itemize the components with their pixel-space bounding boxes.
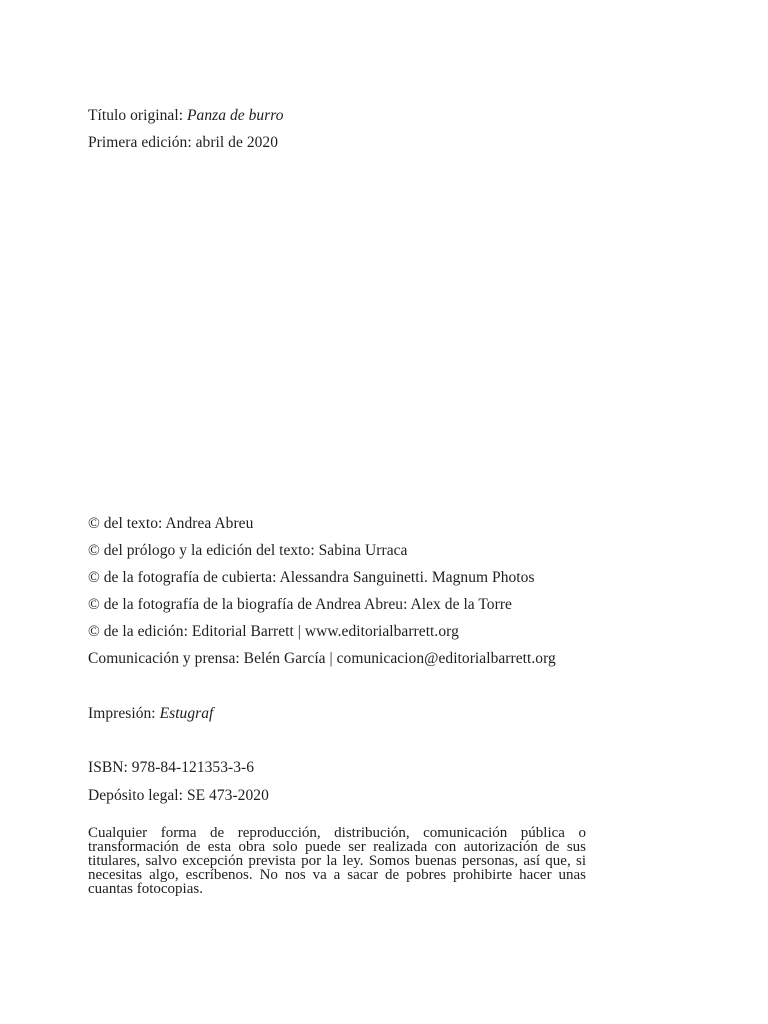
- printing-line: [88, 704, 213, 724]
- credit-cover-photo: © de la fotografía de cubierta: Alessandra Sanguinetti. Magnum Photos: [88, 569, 535, 586]
- isbn-line: ISBN: 978-84-121353-3-6: [88, 759, 255, 776]
- legal-notice: Cualquier forma de reproducción, distribución, comunicación pública o transformación de esta obra solo puede ser realizada con autorización de sus titulares, salvo excepción prevista por la ley. Somos buenas personas, así que, si necesitas algo, escríbenos. No nos va a sacar de pobres prohibirte hacer unas cuantas fotocopias.: [88, 825, 586, 897]
- printing-label: Impresión:: [88, 705, 156, 722]
- credit-edition: © de la edición: Editorial Barrett | www.editorialbarrett.org: [88, 623, 459, 640]
- credit-bio-photo: © de la fotografía de la biografía de Andrea Abreu: Alex de la Torre: [88, 596, 512, 613]
- credit-press: Comunicación y prensa: Belén García | comunicacion@editorialbarrett.org: [88, 650, 556, 667]
- credit-text: © del texto: Andrea Abreu: [88, 515, 254, 532]
- printer-name: Estugraf: [159, 705, 214, 722]
- original-title-line: [88, 106, 284, 126]
- first-edition-line: Primera edición: abril de 2020: [88, 134, 279, 151]
- legal-deposit-line: Depósito legal: SE 473-2020: [88, 787, 269, 804]
- credit-prologue: © del prólogo y la edición del texto: Sabina Urraca: [88, 542, 408, 559]
- original-title-label: Título original:: [88, 107, 184, 124]
- original-title: Panza de burro: [187, 107, 284, 124]
